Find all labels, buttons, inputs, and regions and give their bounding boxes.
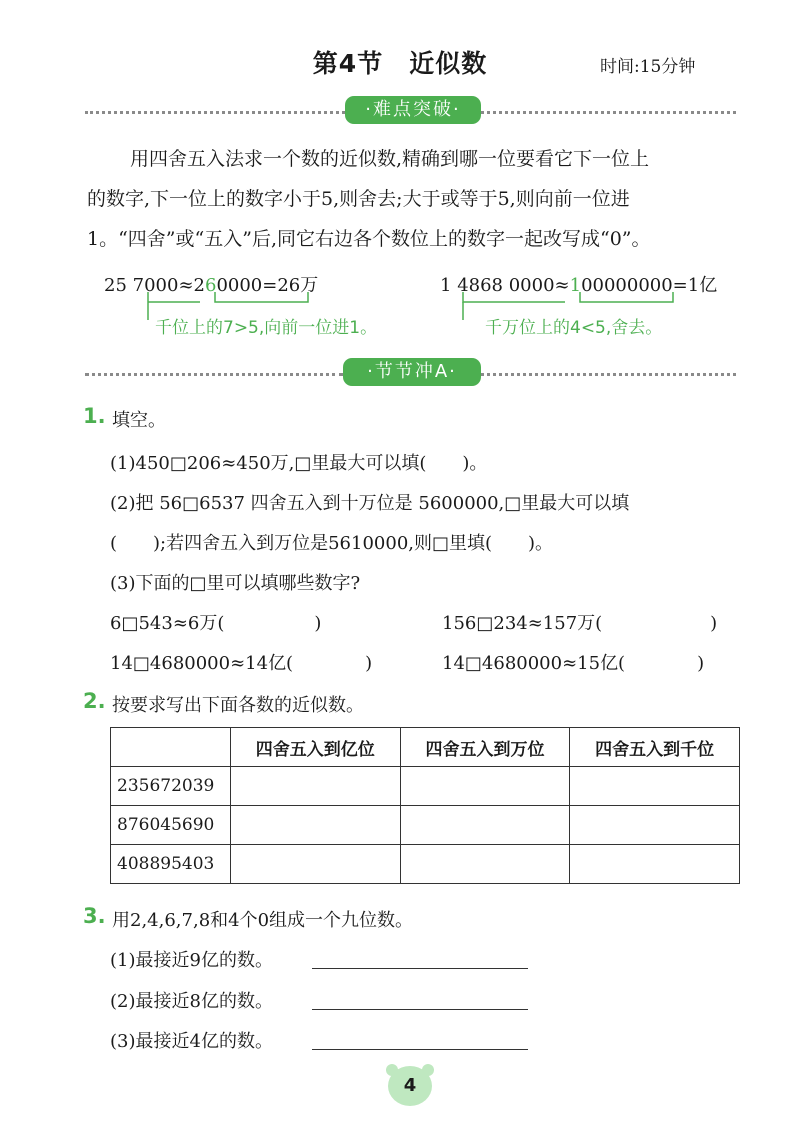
table-header-yi: 四舍五入到亿位 bbox=[230, 728, 400, 767]
table-cell-answer[interactable] bbox=[230, 845, 400, 884]
question-3-number: 3. bbox=[83, 904, 106, 928]
example-1-note: 千位上的7>5,向前一位进1。 bbox=[155, 318, 378, 338]
paragraph-line-2: 的数字,下一位上的数字小于5,则舍去;大于或等于5,则向前一位进 bbox=[87, 188, 630, 210]
table-row bbox=[111, 767, 740, 806]
table-cell-answer[interactable] bbox=[570, 845, 740, 884]
question-1-row-1a: 6□543≈6万( ) bbox=[110, 613, 322, 634]
question-1-title: 填空。 bbox=[112, 410, 166, 431]
example-2-tail: 00000000=1亿 bbox=[581, 275, 718, 296]
table-header-qian: 四舍五入到千位 bbox=[570, 728, 740, 767]
table-header-wan: 四舍五入到万位 bbox=[400, 728, 570, 767]
example-1-highlight: 6 bbox=[204, 275, 217, 296]
question-2-number: 2. bbox=[83, 689, 106, 713]
divider-left-2 bbox=[85, 373, 343, 376]
page-number: 4 bbox=[388, 1066, 432, 1106]
section-badge-practice: ·节节冲A· bbox=[343, 358, 481, 386]
answer-line-2[interactable] bbox=[312, 1009, 528, 1010]
question-1-number: 1. bbox=[83, 404, 106, 428]
example-2-left: 1 bbox=[440, 275, 452, 296]
divider-right bbox=[481, 111, 736, 114]
paragraph-line-3: 1。“四舍”或“五入”后,同它右边各个数位上的数字一起改写成“0”。 bbox=[87, 228, 651, 250]
table-header-row bbox=[111, 728, 740, 767]
answer-line-3[interactable] bbox=[312, 1049, 528, 1050]
question-3-item-2: (2)最接近8亿的数。 bbox=[110, 991, 273, 1012]
question-3-title: 用2,4,6,7,8和4个0组成一个九位数。 bbox=[112, 910, 414, 931]
table-row bbox=[111, 806, 740, 845]
table-cell-answer[interactable] bbox=[230, 767, 400, 806]
example-1-mid: 7000≈2 bbox=[132, 275, 205, 296]
table-cell-answer[interactable] bbox=[400, 767, 570, 806]
table-cell-answer[interactable] bbox=[570, 806, 740, 845]
example-2-mid: 4868 0000≈ bbox=[457, 275, 570, 296]
example-2-highlight: 1 bbox=[569, 275, 582, 296]
question-1-part-2b: ( );若四舍五入到万位是5610000,则□里填( )。 bbox=[110, 533, 554, 554]
example-1-left: 25 bbox=[104, 275, 127, 296]
question-3-item-1: (1)最接近9亿的数。 bbox=[110, 950, 273, 971]
question-1-row-2b: 14□4680000≈15亿( ) bbox=[442, 653, 705, 674]
divider-left bbox=[85, 111, 345, 114]
table-cell-number: 235672039 bbox=[111, 767, 231, 806]
table-cell-answer[interactable] bbox=[230, 806, 400, 845]
divider-right-2 bbox=[481, 373, 736, 376]
table-cell-number: 408895403 bbox=[111, 845, 231, 884]
table-cell-answer[interactable] bbox=[570, 767, 740, 806]
question-1-part-3: (3)下面的□里可以填哪些数字? bbox=[110, 573, 361, 594]
table-cell-answer[interactable] bbox=[400, 845, 570, 884]
table-cell-number: 876045690 bbox=[111, 806, 231, 845]
example-2-note: 千万位上的4<5,舍去。 bbox=[485, 318, 663, 338]
approximation-table bbox=[110, 727, 740, 884]
paragraph-line-1: 用四舍五入法求一个数的近似数,精确到哪一位要看它下一位上 bbox=[130, 148, 650, 170]
table-row bbox=[111, 845, 740, 884]
section-badge-difficulty: ·难点突破· bbox=[345, 96, 481, 124]
question-1-part-2a: (2)把 56□6537 四舍五入到十万位是 5600000,□里最大可以填 bbox=[110, 493, 630, 514]
time-label: 时间:15分钟 bbox=[600, 57, 696, 77]
example-1-tail: 0000=26万 bbox=[216, 275, 319, 296]
question-3-item-3: (3)最接近4亿的数。 bbox=[110, 1031, 273, 1052]
question-1-part-1: (1)450□206≈450万,□里最大可以填( )。 bbox=[110, 453, 488, 474]
question-1-row-2a: 14□4680000≈14亿( ) bbox=[110, 653, 373, 674]
page-title: 第4节 近似数 bbox=[312, 49, 488, 78]
question-2-title: 按要求写出下面各数的近似数。 bbox=[112, 695, 364, 716]
table-header-empty bbox=[111, 728, 231, 767]
table-cell-answer[interactable] bbox=[400, 806, 570, 845]
answer-line-1[interactable] bbox=[312, 968, 528, 969]
question-1-row-1b: 156□234≈157万( ) bbox=[442, 613, 718, 634]
